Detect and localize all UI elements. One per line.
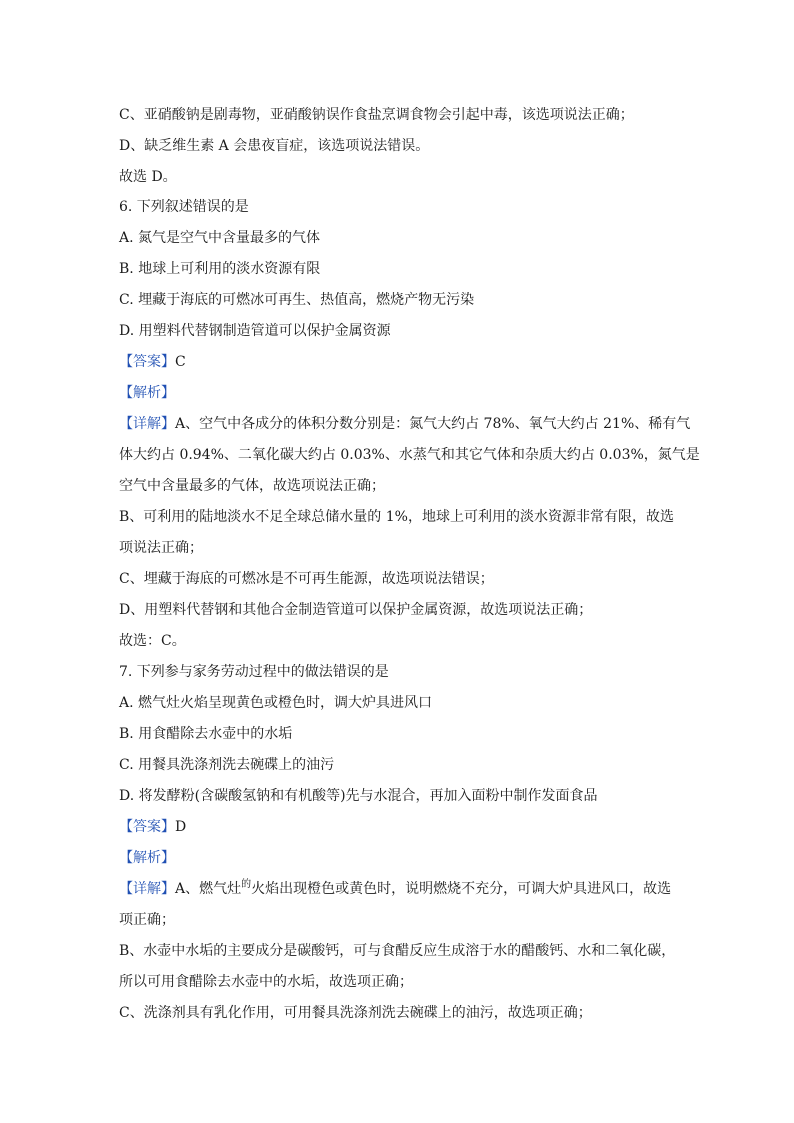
question-7-option-b: B. 用食醋除去水壶中的水垢 [119, 726, 293, 742]
question-6-detail [119, 415, 691, 433]
question-7-option-d: D. 将发酵粉(含碳酸氢钠和有机酸等)先与水混合，再加入面粉中制作发面食品 [119, 788, 598, 804]
question-6-analysis-tag [119, 384, 679, 402]
detail-line: C、洗涤剂具有乳化作用，可用餐具洗涤剂洗去碗碟上的油污，故选项正确； [119, 1005, 592, 1021]
question-7-option-c: C. 用餐具洗涤剂洗去碗碟上的油污 [119, 757, 335, 773]
analysis-tag: 【解析】 [119, 385, 175, 401]
question-7-stem: 7. 下列参与家务劳动过程中的做法错误的是 [119, 664, 389, 680]
detail-line: B、水壶中水垢的主要成分是碳酸钙，可与食醋反应生成溶于水的醋酸钙、水和二氧化碳， [119, 943, 676, 959]
detail-text: 火焰出现橙色或黄色时，说明燃烧不充分，可调大炉具进风口，故选 [251, 881, 672, 897]
question-7-analysis-tag [119, 849, 679, 867]
answer-value: C [175, 354, 186, 370]
detail-text: A、燃气灶 [175, 881, 242, 897]
detail-line: D、用塑料代替钢和其他合金制造管道可以保护金属资源，故选项说法正确； [119, 602, 593, 618]
answer-value: D [175, 819, 187, 835]
detail-line: C、埋藏于海底的可燃冰是不可再生能源，故选项说法错误； [119, 571, 494, 587]
question-6-option-a: A. 氮气是空气中含量最多的气体 [119, 230, 321, 246]
detail-line: B、可利用的陆地淡水不足全球总储水量的 1%，地球上可利用的淡水资源非常有限，故选 [119, 509, 674, 525]
detail-tag: 【详解】 [119, 881, 175, 897]
question-6-answer [119, 353, 679, 371]
detail-line: 项说法正确； [119, 540, 203, 556]
detail-sup: 的 [241, 879, 252, 890]
question-7-answer [119, 818, 679, 836]
text-line: C、亚硝酸钠是剧毒物，亚硝酸钠误作食盐烹调食物会引起中毒，该选项说法正确； [119, 107, 634, 123]
question-7-detail [119, 880, 679, 900]
detail-tag: 【详解】 [119, 416, 175, 432]
question-6-stem: 6. 下列叙述错误的是 [119, 199, 249, 215]
answer-tag: 【答案】 [119, 819, 175, 835]
detail-line: 项正确； [119, 912, 175, 928]
question-6-option-b: B. 地球上可利用的淡水资源有限 [119, 261, 321, 277]
answer-tag: 【答案】 [119, 354, 175, 370]
detail-line: 体大约占 0.94%、二氧化碳大约占 0.03%、水蒸气和其它气体和杂质大约占 0.03%，氮气是 [119, 447, 700, 463]
question-7-option-a: A. 燃气灶火焰呈现黄色或橙色时，调大炉具进风口 [119, 695, 433, 711]
detail-text: A、空气中各成分的体积分数分别是：氮气大约占 78%、氧气大约占 21%、稀有气 [175, 416, 691, 432]
text-line: 故选 D。 [119, 169, 177, 185]
detail-line: 所以可用食醋除去水壶中的水垢，故选项正确； [119, 974, 413, 990]
analysis-tag: 【解析】 [119, 850, 175, 866]
detail-line: 空气中含量最多的气体，故选项说法正确； [119, 478, 385, 494]
detail-line: 故选：C。 [119, 633, 186, 649]
question-6-option-d: D. 用塑料代替钢制造管道可以保护金属资源 [119, 323, 391, 339]
text-line: D、缺乏维生素 A 会患夜盲症，该选项说法错误。 [119, 138, 430, 154]
question-6-option-c: C. 埋藏于海底的可燃冰可再生、热值高，燃烧产物无污染 [119, 292, 475, 308]
